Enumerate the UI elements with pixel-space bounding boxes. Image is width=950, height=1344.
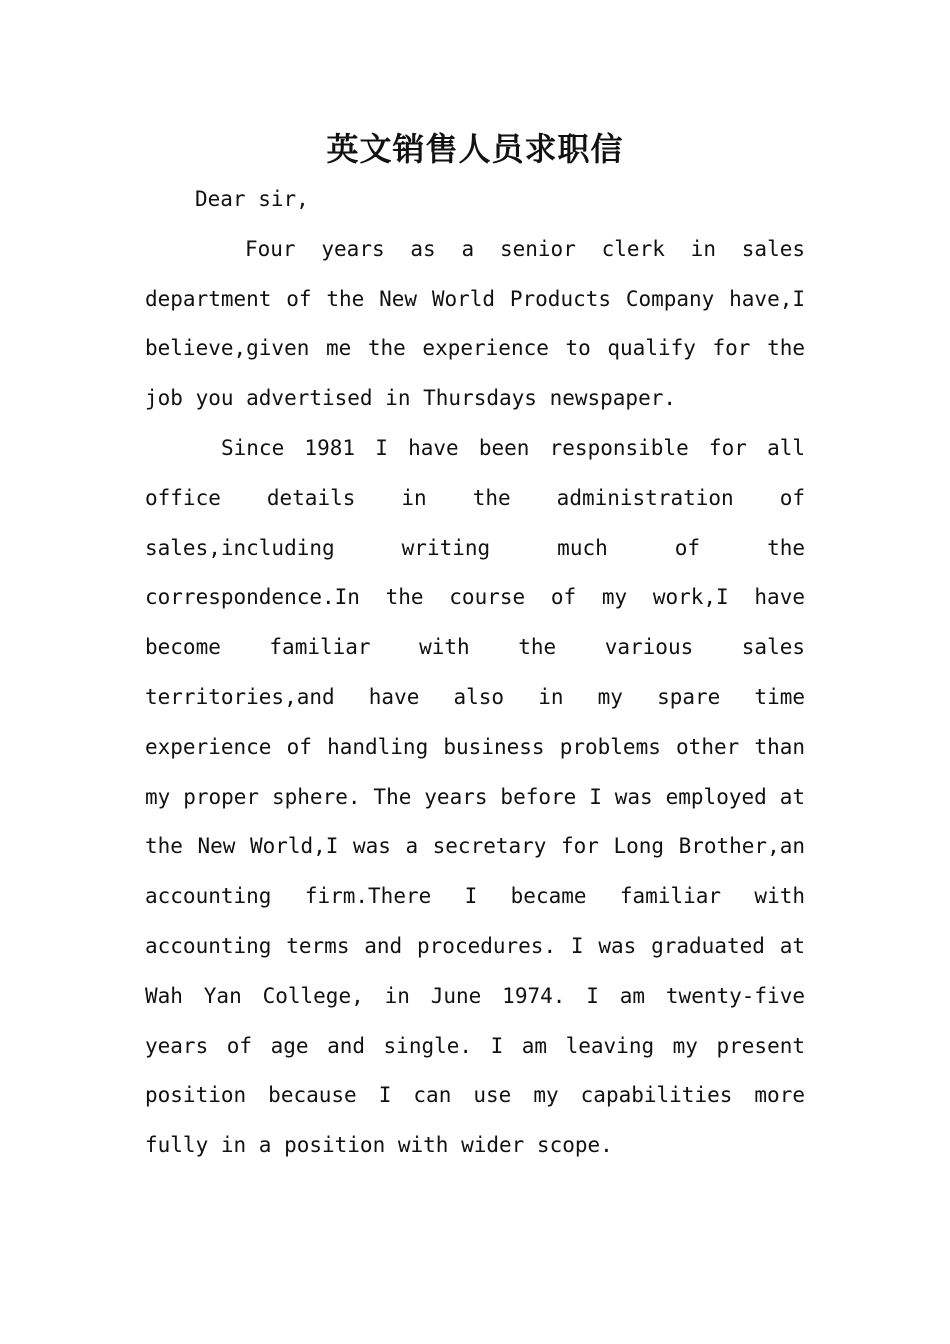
paragraph-2: Since 1981 I have been responsible for all office details in the administration of sales,including writing much of the correspondence.In the course of my work,I have become familiar with the various sales territories,and have also in my spare time experience of handling business problems other than my proper sphere. The years before I was employed at the New World,I was a secretary for Long Brother,an accounting firm.There I became familiar with accounting terms and procedures. I was graduated at Wah Yan College, in June 1974. I am twenty-five years of age and single. I am leaving my present position because I can use my capabilities more fully in a position with wider scope.	[145, 435, 805, 1158]
salutation: Dear sir,	[195, 187, 309, 211]
paragraph-1: Four years as a senior clerk in sales department of the New World Products Company have,I believe,given me the experience to qualify for the job you advertised in Thursdays newspaper.	[145, 236, 805, 411]
document-title: 英文销售人员求职信	[326, 130, 624, 168]
letter-body	[145, 175, 805, 1171]
